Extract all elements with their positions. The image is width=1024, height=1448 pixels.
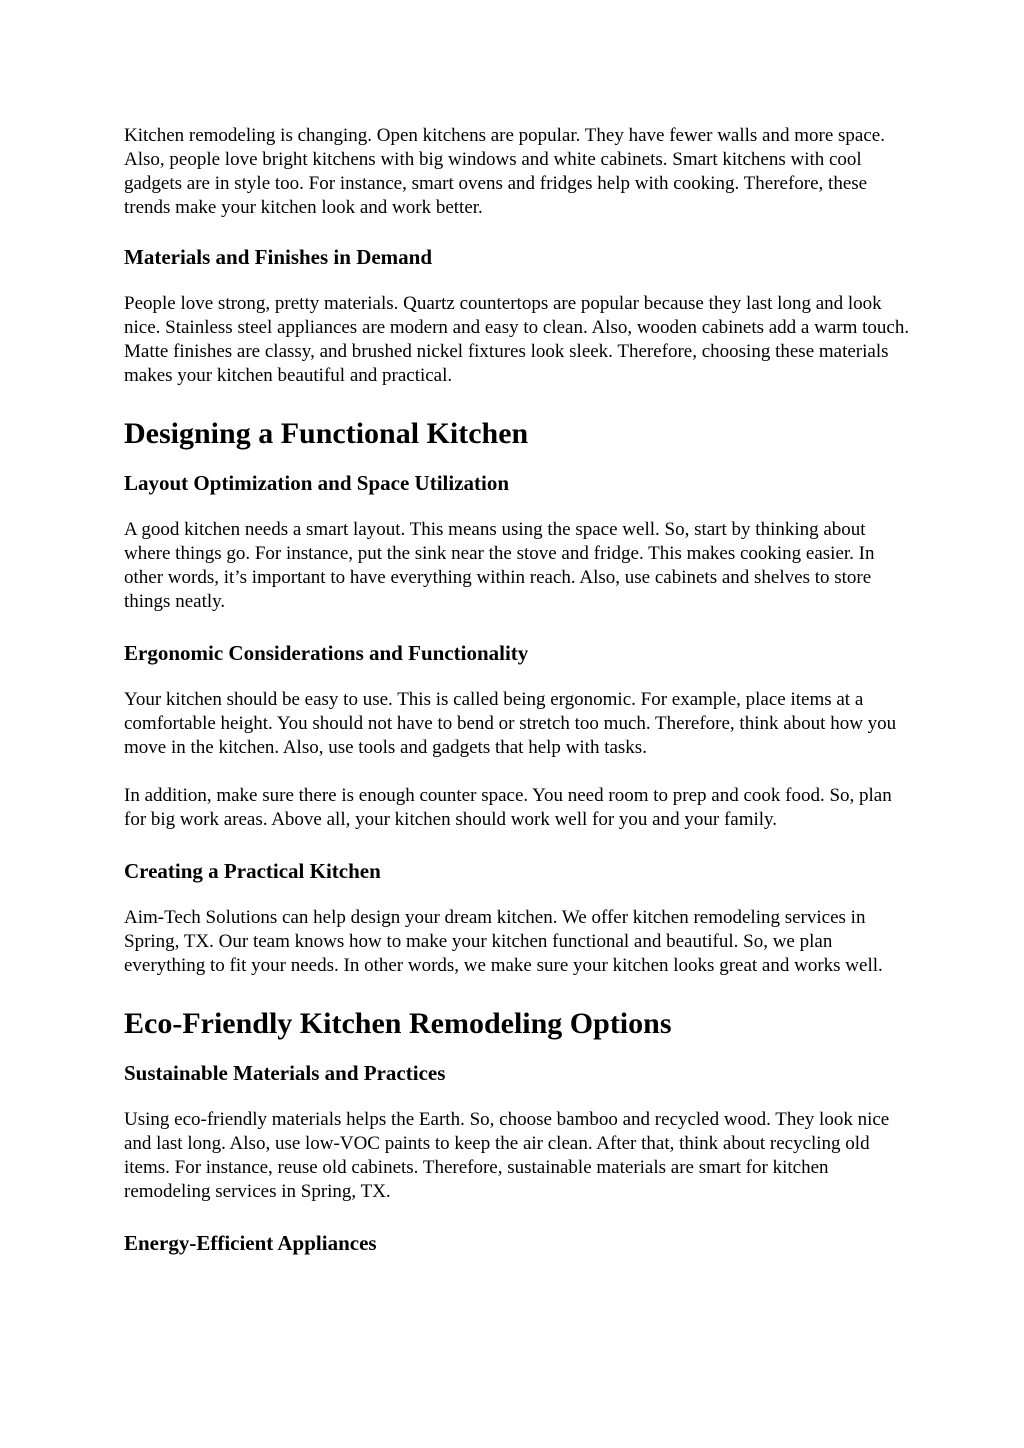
energy-heading: Energy-Efficient Appliances: [124, 1231, 377, 1255]
layout-paragraph: A good kitchen needs a smart layout. This means using the space well. So, start by thinking about where things go. For instance, put the sink near the stove and fridge. This makes cooking easier. In other words, it’s important to have everything within reach. Also, use cabinets and shelves to store things neatly.: [124, 519, 875, 612]
intro-paragraph: Kitchen remodeling is changing. Open kitchens are popular. They have fewer walls and more space. Also, people love bright kitchens with big windows and white cabinets. Smart kitchens with cool gadgets are in style too. For instance, smart ovens and fridges help with cooking. Therefore, these trends make your kitchen look and work better.: [124, 125, 885, 218]
eco-friendly-heading: Eco-Friendly Kitchen Remodeling Options: [124, 1007, 672, 1040]
materials-paragraph: People love strong, pretty materials. Quartz countertops are popular because they last long and look nice. Stainless steel appliances are modern and easy to clean. Also, wooden cabinets add a warm touch. Matte finishes are classy, and brushed nickel fixtures look sleek. Therefore, choosing these materials makes your kitchen beautiful and practical.: [124, 293, 910, 386]
practical-heading: Creating a Practical Kitchen: [124, 859, 381, 883]
ergonomic-heading: Ergonomic Considerations and Functionality: [124, 641, 529, 665]
ergonomic-paragraph-2: In addition, make sure there is enough counter space. You need room to prep and cook food. So, plan for big work areas. Above all, your kitchen should work well for you and your family.: [124, 785, 892, 830]
functional-kitchen-heading: Designing a Functional Kitchen: [124, 417, 529, 450]
sustainable-paragraph: Using eco-friendly materials helps the Earth. So, choose bamboo and recycled wood. They look nice and last long. Also, use low-VOC paints to keep the air clean. After that, think about recycling old items. For instance, reuse old cabinets. Therefore, sustainable materials are smart for kitchen remodeling services in Spring, TX.: [124, 1109, 890, 1202]
layout-heading: Layout Optimization and Space Utilization: [124, 471, 510, 495]
document-page: [124, 124, 914, 1256]
ergonomic-paragraph-1: Your kitchen should be easy to use. This is called being ergonomic. For example, place items at a comfortable height. You should not have to bend or stretch too much. Therefore, think about how you move in the kitchen. Also, use tools and gadgets that help with tasks.: [124, 689, 897, 758]
materials-heading: Materials and Finishes in Demand: [124, 245, 433, 269]
sustainable-heading: Sustainable Materials and Practices: [124, 1061, 446, 1085]
practical-paragraph: Aim-Tech Solutions can help design your dream kitchen. We offer kitchen remodeling services in Spring, TX. Our team knows how to make your kitchen functional and beautiful. So, we plan everything to fit your needs. In other words, we make sure your kitchen looks great and works well.: [124, 907, 883, 976]
